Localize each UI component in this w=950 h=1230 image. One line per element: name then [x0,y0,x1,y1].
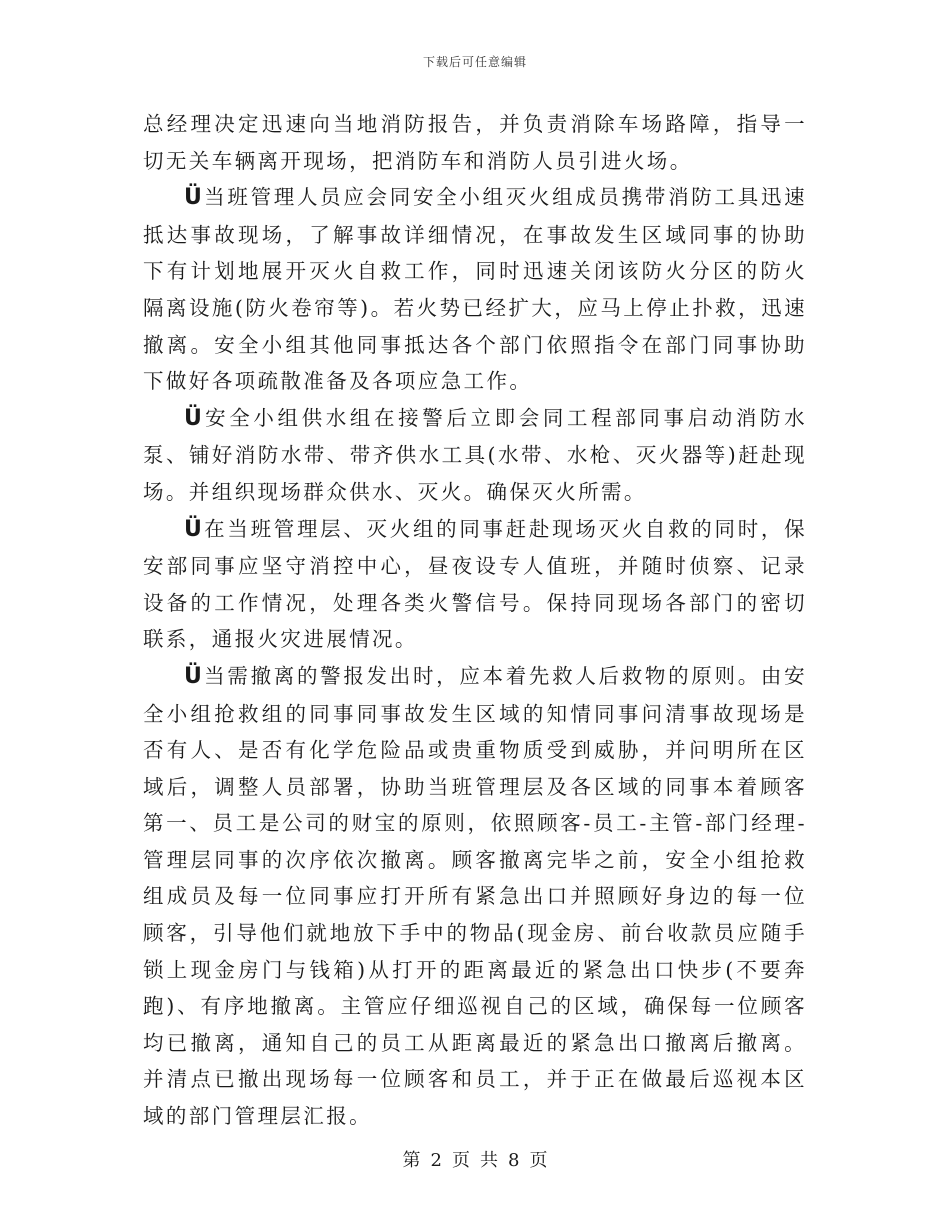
paragraph-text: 总经理决定迅速向当地消防报告，并负责消除车场路障，指导一切无关车辆离开现场，把消防车和消防人员引进火场。 [143,112,807,173]
footer-prefix: 第 [402,1150,421,1171]
paragraph-5 [143,658,807,1135]
footer-page-unit: 页 [452,1150,470,1171]
paragraph-1 [143,106,807,179]
document-body [143,106,807,1135]
paragraph-3 [143,400,807,511]
paragraph-text: 当班管理人员应会同安全小组灭火组成员携带消防工具迅速抵达事故现场，了解事故详细情况，在事故发生区域同事的协助下有计划地展开灭火自救工作，同时迅速关闭该防火分区的防火隔离设施(防火卷帘等)。若火势已经扩大，应马上停止扑救，迅速撤离。安全小组其他同事抵达各个部门依照指令在部门同事协助下做好各项疏散准备及各项应急工作。 [143,185,807,394]
paragraph-text: 在当班管理层、灭火组的同事赶赴现场灭火自救的同时，保安部同事应坚守消控中心，昼夜设专人值班，并随时侦察、记录设备的工作情况，处理各类火警信号。保持同现场各部门的密切联系，通报火灾进展情况。 [143,516,807,652]
footer-total-prefix: 共 [480,1150,498,1171]
paragraph-text: 安全小组供水组在接警后立即会同工程部同事启动消防水泵、铺好消防水带、带齐供水工具(水带、水枪、灭火器等)赶赴现场。并组织现场群众供水、灭火。确保灭火所需。 [143,405,807,504]
bullet-icon: Ü [184,185,202,211]
paragraph-text: 当需撤离的警报发出时，应本着先救人后救物的原则。由安全小组抢救组的同事同事故发生区域的知情同事问清事故现场是否有人、是否有化学危险品或贵重物质受到威胁，并问明所在区域后，调整人员部署，协助当班管理层及各区域的同事本着顾客第一、员工是公司的财宝的原则，依照顾客-员工-主管-部门经理-管理层同事的次序依次撤离。顾客撤离完毕之前，安全小组抢救组成员及每一位同事应打开所有紧急出口并照顾好身边的每一位顾客，引导他们就地放下手中的物品(现金房、前台收款员应随手锁上现金房门与钱箱)从打开的距离最近的紧急出口快步(不要奔跑)、有序地撤离。主管应仔细巡视自己的区域，确保每一位顾客均已撤离，通知自己的员工从距离最近的紧急出口撤离后撤离。并清点已撤出现场每一位顾客和员工，并于正在做最后巡视本区域的部门管理层汇报。 [143,663,807,1129]
bullet-icon: Ü [184,663,202,689]
bullet-icon: Ü [184,405,202,431]
page-header: 下载后可任意编辑 [422,55,527,69]
page-number: 2 [430,1150,442,1171]
paragraph-4 [143,511,807,658]
bullet-icon: Ü [184,516,202,542]
paragraph-2 [143,179,807,400]
total-pages: 8 [508,1150,520,1171]
footer-total-unit: 页 [529,1150,548,1171]
page-footer [0,1146,950,1172]
